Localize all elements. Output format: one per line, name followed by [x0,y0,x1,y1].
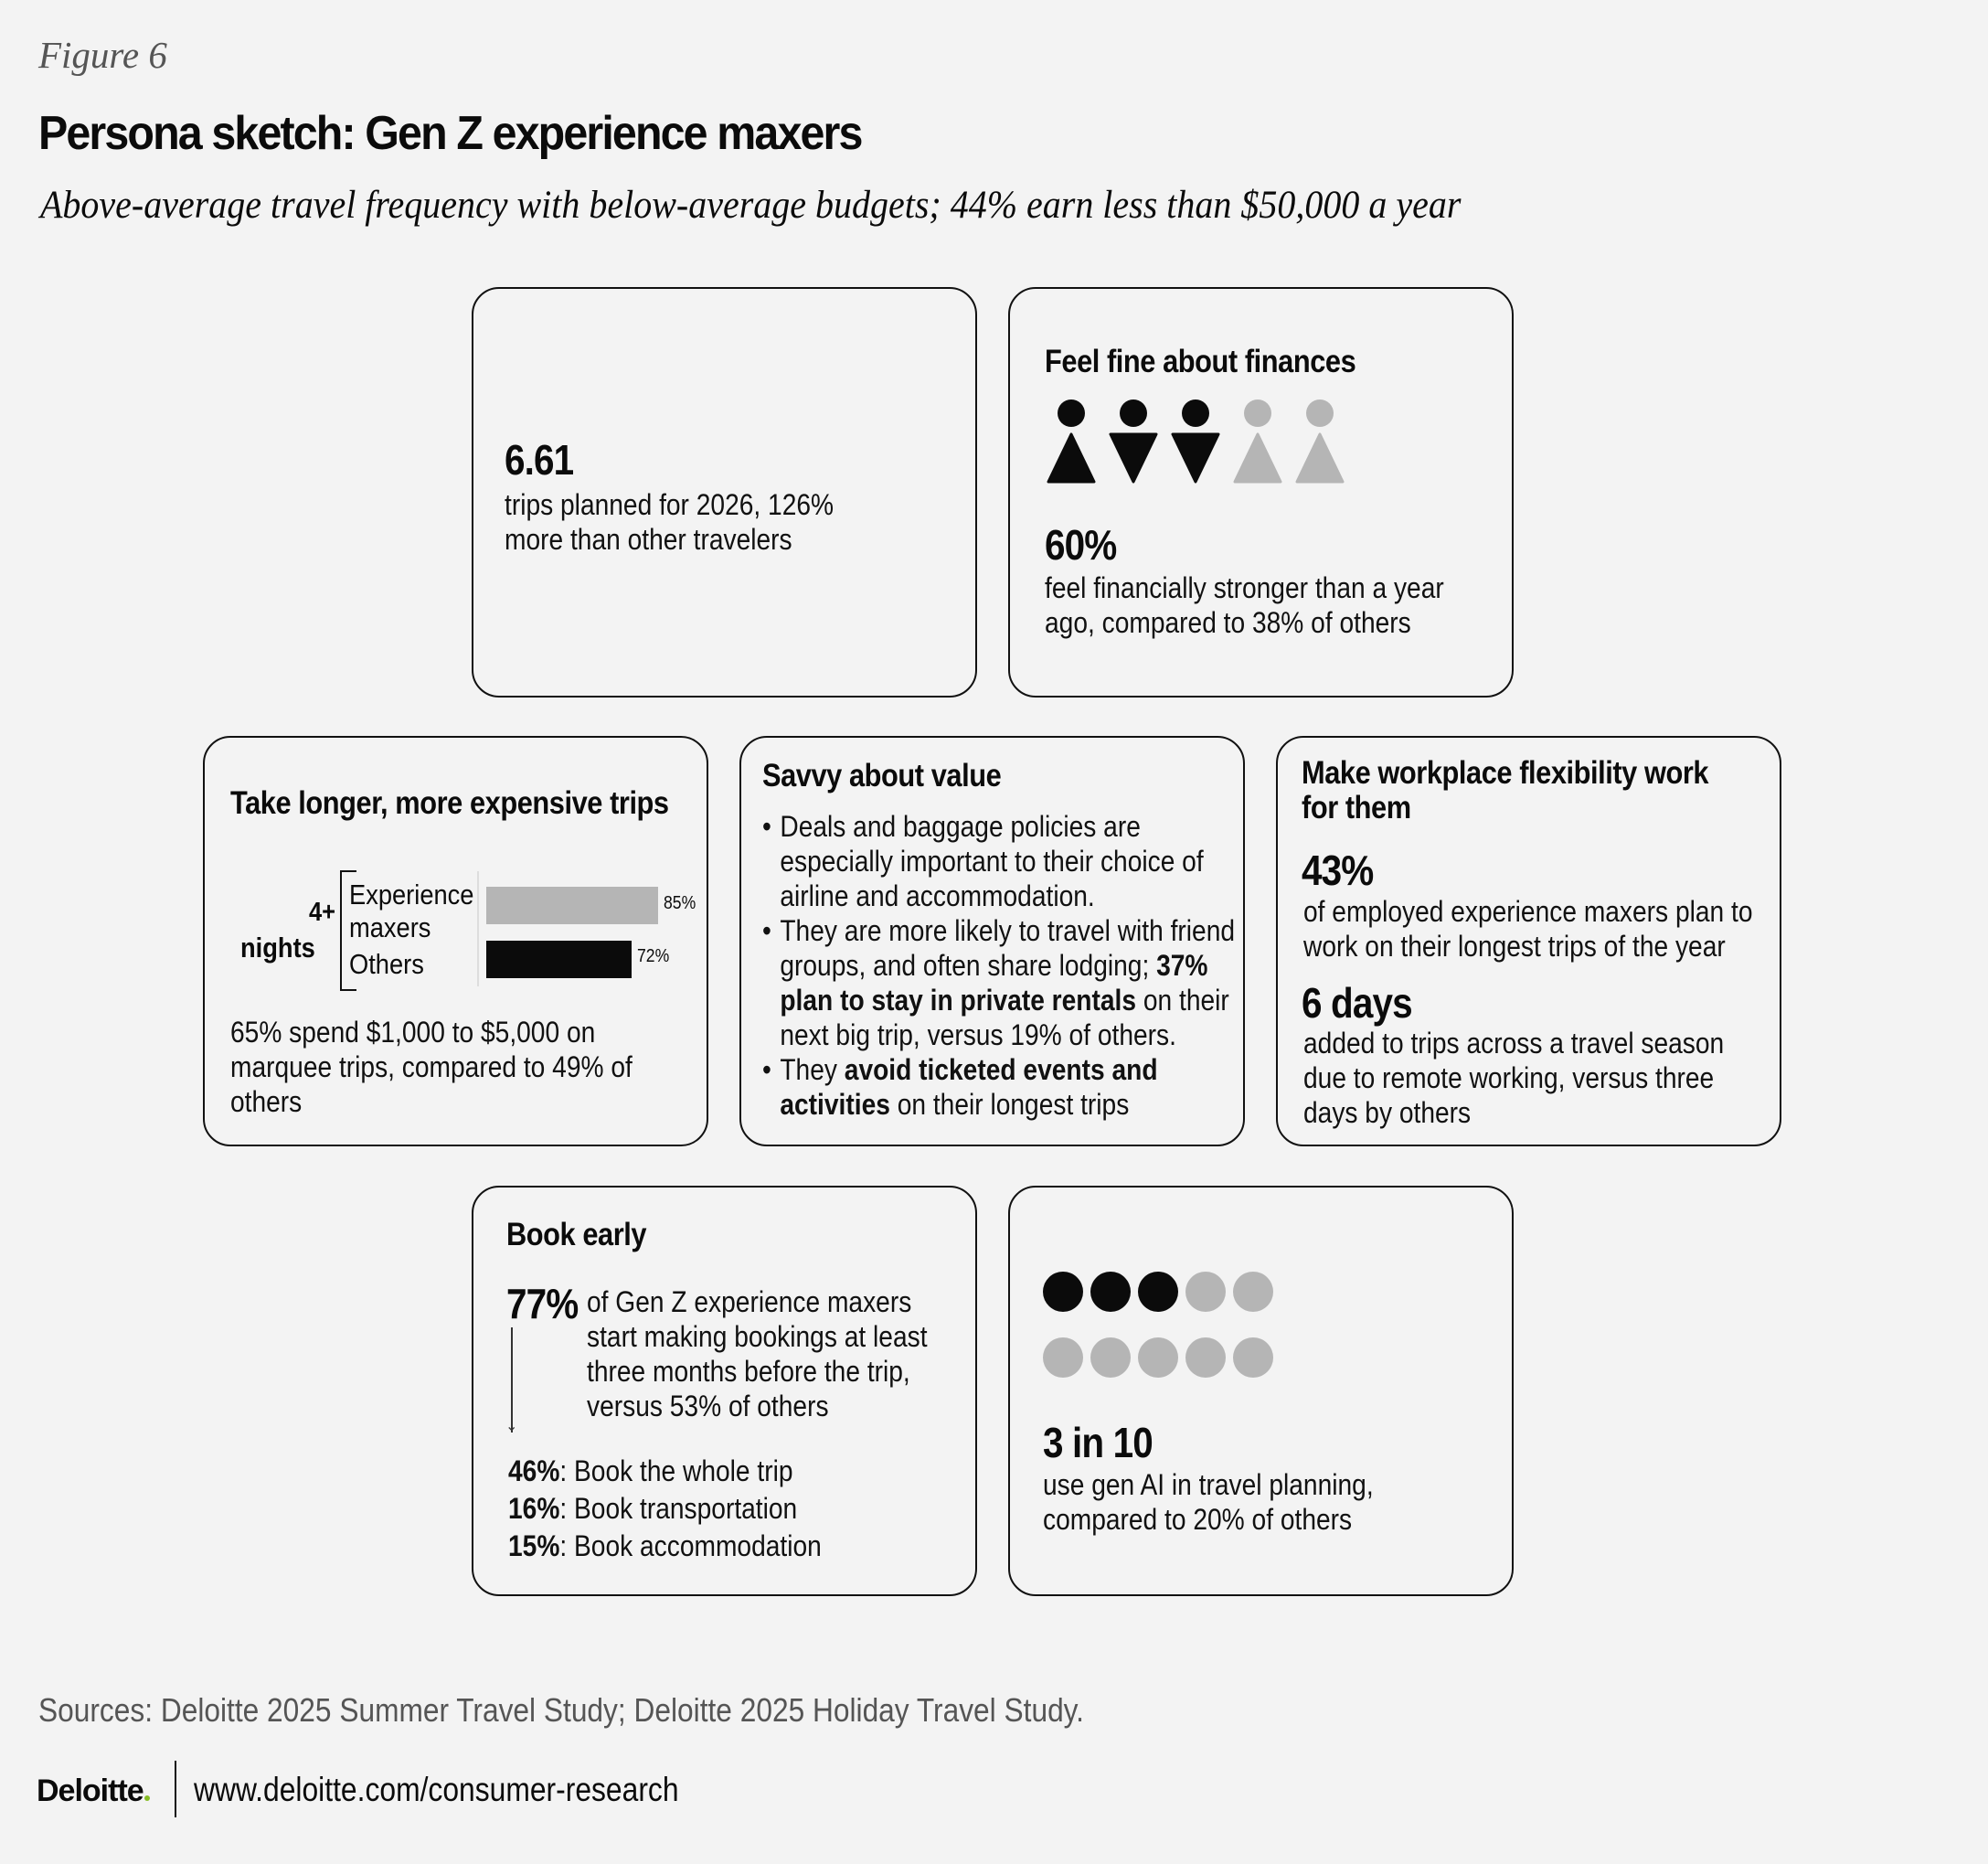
bullet-line [780,948,1235,983]
booking-label: : Book the whole trip [559,1454,793,1487]
page-title: Persona sketch: Gen Z experience maxers [38,107,862,160]
trips-text-line: trips planned for 2026, 126% [505,488,835,521]
bullet-dot: • [762,914,771,947]
book-early-heading: Book early [506,1217,647,1252]
sources-note: Sources: Deloitte 2025 Summer Travel Study; Deloitte 2025 Holiday Travel Study. [38,1691,1084,1729]
card-longer-trips [203,736,708,1146]
book-early-text-line: start making bookings at least [587,1320,928,1353]
category-label-line: nights [240,932,315,964]
longer-trips-text-line: 65% spend $1,000 to $5,000 on [230,1016,596,1049]
booking-pct: 46% [508,1454,560,1487]
card-finances [1008,287,1514,698]
bullet-item [762,1052,1235,1122]
book-early-text-line: of Gen Z experience maxers [587,1285,912,1318]
dot-matrix [1043,1272,1299,1390]
legend-experience [349,879,473,944]
gen-ai-value: 3 in 10 [1043,1419,1153,1466]
legend-others: Others [349,948,424,980]
person-icons [1047,399,1376,490]
workplace-text-2 [1303,1026,1724,1130]
axis-line [477,871,479,986]
legend-label-line: Experience [349,879,474,911]
dot-filled [1138,1272,1178,1312]
dot-empty [1185,1272,1226,1312]
workplace-text-line: added to trips across a travel season [1303,1027,1725,1060]
card-book-early [472,1186,977,1596]
bullet-emphasis: 37% [1156,949,1208,982]
book-early-value: 77% [506,1280,579,1327]
dot-filled [1090,1272,1131,1312]
trips-text [505,487,834,557]
bullet-item [762,809,1235,913]
booking-pct: 16% [508,1492,560,1525]
card-workplace-flexibility [1276,736,1781,1146]
longer-trips-text-line: others [230,1085,303,1118]
trips-value: 6.61 [505,436,574,484]
bar-others [486,941,632,978]
bullet-line: airline and accommodation. [780,879,1095,912]
arrow-down-icon [511,1327,513,1433]
category-label-line: 4+ [308,898,336,927]
booking-label: : Book accommodation [559,1529,822,1562]
bullet-text: on their longest trips [889,1088,1130,1121]
longer-trips-text-line: marquee trips, compared to 49% of [230,1050,633,1083]
arrow-down-icon-head: ⌄ [505,1419,518,1434]
bullet-line: They are more likely to travel with friend [780,914,1236,947]
bullet-line [780,983,1235,1017]
dot-empty [1233,1272,1273,1312]
book-early-text [587,1284,928,1423]
savvy-heading: Savvy about value [762,758,1002,794]
bullet-emphasis: plan to stay in private rentals [780,984,1137,1017]
trips-text-line: more than other travelers [505,523,792,556]
booking-label: : Book transportation [559,1492,798,1525]
workplace-value-2: 6 days [1302,979,1412,1027]
bullet-item [762,913,1235,1052]
gen-ai-text-line: use gen AI in travel planning, [1043,1468,1374,1501]
dot-empty [1233,1337,1273,1378]
dot-filled [1043,1272,1083,1312]
booking-item [508,1453,822,1490]
bullet-text: on their [1136,984,1229,1017]
booking-pct: 15% [508,1529,560,1562]
logo-text: Deloitte [37,1773,144,1808]
finances-value: 60% [1045,521,1117,569]
bullet-text: groups, and often share lodging; [780,949,1157,982]
person-icon-filled [1111,399,1156,482]
workplace-text-1 [1303,894,1753,964]
card-savvy-value [739,736,1245,1146]
person-icon-filled [1048,399,1094,482]
person-icon-empty [1235,399,1281,482]
page-subtitle: Above-average travel frequency with below-average budgets; 44% earn less than $50,000 a year [40,184,1462,227]
bar-value-label: 85% [664,893,696,913]
booking-breakdown [508,1453,822,1565]
gen-ai-text [1043,1467,1374,1537]
booking-item [508,1490,822,1528]
footer-url-link[interactable]: www.deloitte.com/consumer-research [194,1771,679,1808]
bullet-line [780,1087,1157,1122]
deloitte-logo [37,1773,150,1809]
footer-divider [175,1761,176,1817]
dot-empty [1043,1337,1083,1378]
workplace-text-line: due to remote working, versus three [1303,1061,1715,1094]
savvy-bullets [762,809,1235,1122]
bar-value-label: 72% [637,946,670,966]
workplace-heading [1302,756,1708,825]
dot-empty [1138,1337,1178,1378]
workplace-heading-line: Make workplace flexibility work [1302,755,1709,791]
dot-empty [1185,1337,1226,1378]
booking-item [508,1528,822,1565]
workplace-text-line: of employed experience maxers plan to [1303,895,1753,928]
bullet-dot: • [762,810,771,843]
card-gen-ai [1008,1186,1514,1596]
legend-label-line: maxers [349,911,431,943]
workplace-heading-line: for them [1302,790,1411,825]
bar-experience-maxers [486,887,658,924]
bullet-line: Deals and baggage policies are [780,810,1141,843]
person-icon-empty [1297,399,1343,482]
longer-trips-heading: Take longer, more expensive trips [230,785,669,821]
workplace-value-1: 43% [1302,847,1374,894]
finances-text-line: feel financially stronger than a year [1045,571,1444,604]
longer-trips-text [230,1015,633,1119]
bullet-dot: • [762,1053,771,1086]
figure-label: Figure 6 [38,34,167,76]
bullet-line: especially important to their choice of [780,845,1204,878]
book-early-text-line: three months before the trip, [587,1355,910,1388]
person-icon-filled [1173,399,1218,482]
workplace-text-line: days by others [1303,1096,1472,1129]
bullet-emphasis: activities [780,1088,890,1121]
bullet-line: next big trip, versus 19% of others. [780,1018,1176,1051]
bullet-text: They [780,1053,845,1086]
book-early-text-line: versus 53% of others [587,1390,829,1422]
finances-text [1045,570,1444,640]
workplace-text-line: work on their longest trips of the year [1303,930,1726,963]
finances-heading: Feel fine about finances [1045,344,1356,379]
dot-empty [1090,1337,1131,1378]
bullet-line [780,1052,1157,1087]
logo-green-dot [144,1795,150,1801]
bullet-emphasis: avoid ticketed events and [844,1053,1158,1086]
card-trips-planned [472,287,977,698]
finances-text-line: ago, compared to 38% of others [1045,606,1411,639]
gen-ai-text-line: compared to 20% of others [1043,1503,1353,1536]
category-label [282,898,339,928]
